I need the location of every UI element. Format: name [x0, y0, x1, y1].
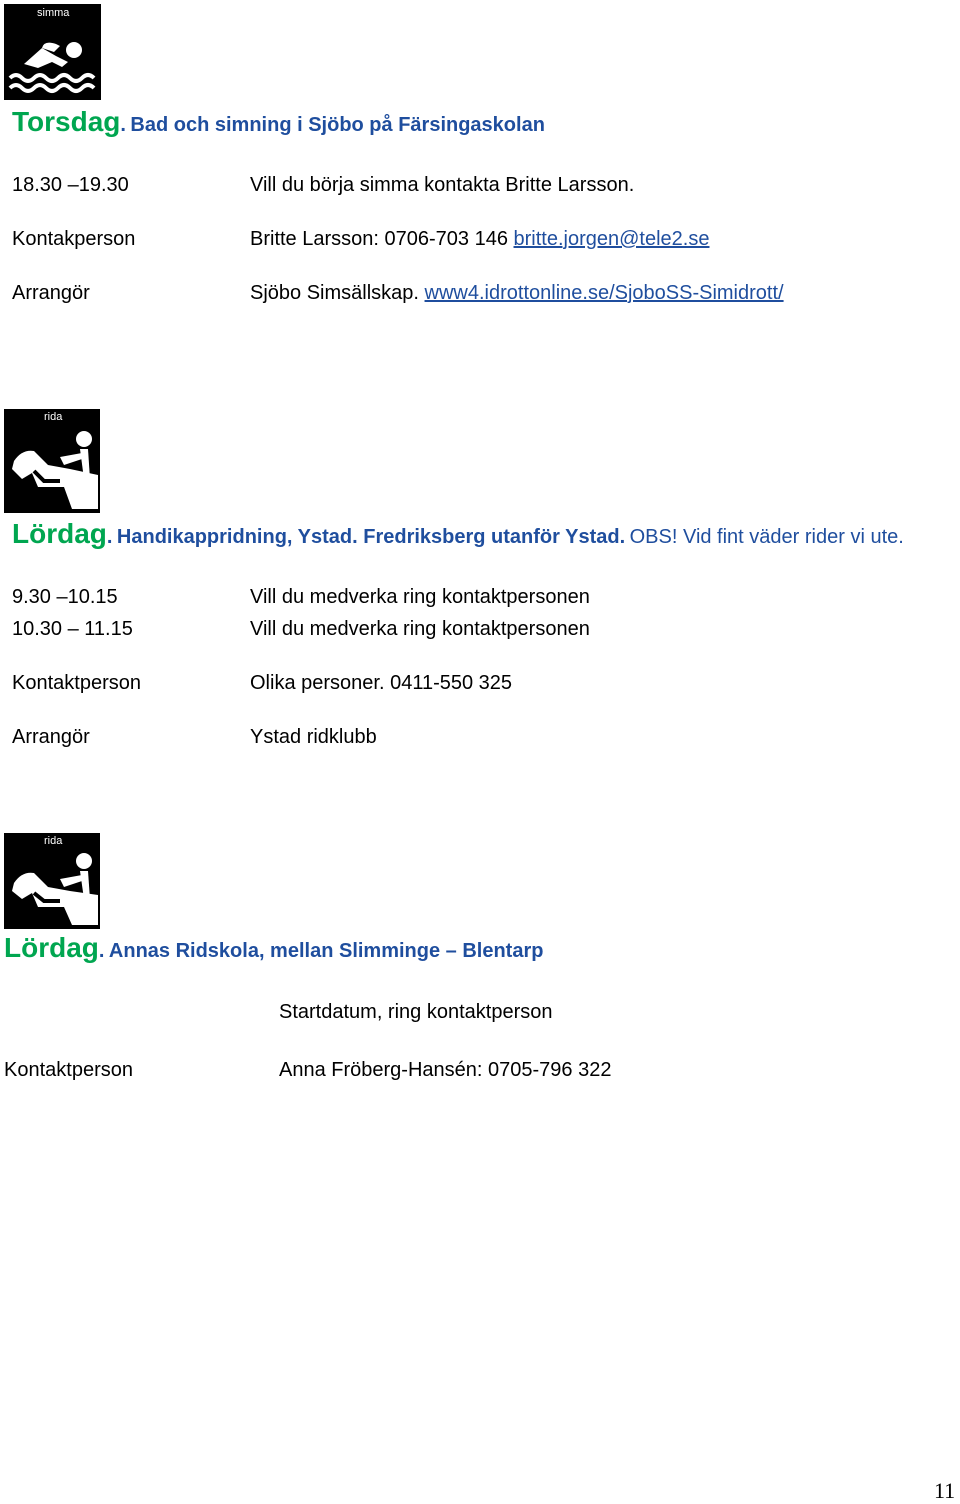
row-right: Vill du medverka ring kontaktpersonen: [250, 586, 590, 608]
section-heading: [4, 932, 543, 964]
day-label: Torsdag: [12, 106, 121, 137]
riding-pictogram: [4, 409, 100, 513]
row-left: Kontaktperson: [12, 672, 141, 694]
pictogram-label: rida: [44, 411, 63, 423]
row-left: Arrangör: [12, 726, 90, 748]
section-heading: [12, 106, 545, 138]
row-left: Arrangör: [12, 282, 90, 304]
row-left: 9.30 –10.15: [12, 586, 118, 608]
row-right: Anna Fröberg-Hansén: 0705-796 322: [279, 1059, 612, 1081]
row-right: [250, 282, 784, 305]
day-label: Lördag: [4, 932, 99, 963]
website-link[interactable]: www4.idrottonline.se/SjoboSS-Simidrott/: [424, 282, 784, 304]
section-title: Bad och simning i Sjöbo på Färsingaskolan: [130, 114, 545, 136]
email-link[interactable]: britte.jorgen@tele2.se: [513, 228, 710, 250]
horse-rider-icon: [4, 833, 100, 929]
organizer-text: Sjöbo Simsällskap.: [250, 282, 419, 304]
pictogram-label: simma: [37, 7, 70, 19]
weather-note: OBS! Vid fint väder rider vi ute.: [629, 526, 904, 548]
section-title: Annas Ridskola, mellan Slimminge – Blentarp: [108, 940, 544, 962]
row-left: Kontakperson: [12, 228, 136, 250]
swimmer-icon: [4, 4, 101, 100]
row-right: Vill du medverka ring kontaktpersonen: [250, 618, 590, 640]
section-heading: [12, 518, 904, 550]
pictogram-label: rida: [44, 835, 63, 847]
heading-punctuation: .: [98, 940, 105, 962]
heading-punctuation: .: [120, 114, 126, 136]
day-label: Lördag: [12, 518, 107, 549]
row-left: 18.30 –19.30: [12, 174, 129, 196]
row-right: Ystad ridklubb: [250, 726, 377, 748]
row-right: [250, 228, 709, 251]
horse-rider-icon: [4, 409, 100, 513]
row-left: 10.30 – 11.15: [12, 618, 133, 640]
row-right: Olika personer. 0411-550 325: [250, 672, 513, 694]
row-right: Vill du börja simma kontakta Britte Larsson.: [250, 174, 635, 196]
page-number: 11: [934, 1478, 956, 1503]
contact-text: Britte Larsson: 0706-703 146: [250, 228, 508, 250]
swim-pictogram: [4, 4, 101, 100]
row-right: Startdatum, ring kontaktperson: [279, 1001, 553, 1023]
section-title: Handikappridning, Ystad. Fredriksberg utanför Ystad.: [116, 526, 626, 548]
row-left: Kontaktperson: [4, 1059, 133, 1081]
riding-pictogram: [4, 833, 100, 929]
heading-punctuation: .: [106, 526, 113, 548]
